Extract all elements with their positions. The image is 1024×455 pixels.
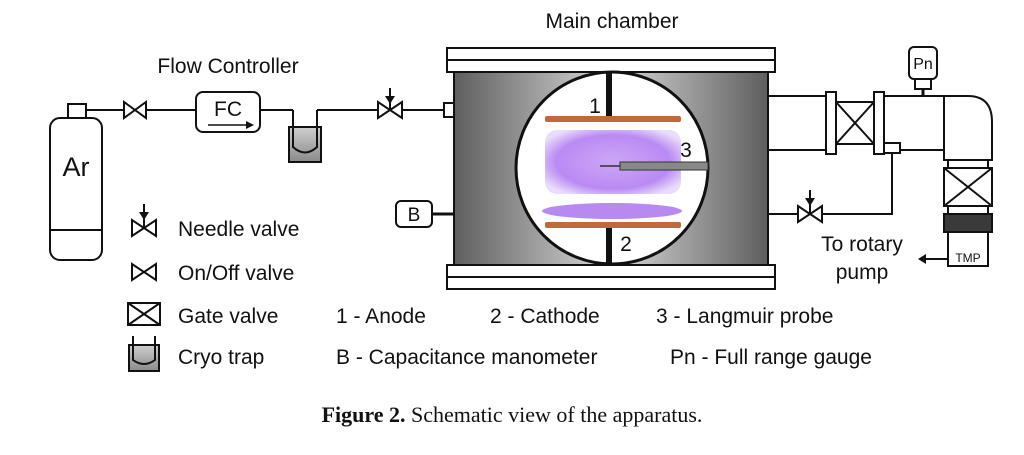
roughing-needle-valve-icon [798,190,822,222]
full-range-gauge [909,47,937,96]
flow-controller-title: Flow Controller [157,55,299,78]
cathode-number: 2 [620,233,632,256]
legend-gate-valve-icon [128,303,160,325]
caption-text: Schematic view of the apparatus. [411,402,703,427]
rotary-label-line1: To rotary [821,233,903,256]
cathode-electrode [545,222,681,228]
inlet-port [444,103,454,117]
anode-rod [606,73,612,116]
chamber-bottom-flange [447,265,775,289]
anode-electrode [545,116,681,122]
capacitance-manometer [396,201,454,227]
onoff-valve-icon [124,102,146,118]
legend-cryo-trap: Cryo trap [178,346,265,369]
legend-probe: 3 - Langmuir probe [656,305,834,328]
main-chamber-title: Main chamber [545,10,679,33]
gauge-label: Pn [913,56,933,73]
legend-onoff-valve: On/Off valve [178,262,295,285]
needle-valve-icon [378,88,402,118]
figure-caption [0,402,1024,428]
manometer-label: B [407,205,421,226]
cathode-rod [606,228,612,264]
legend-gauge: Pn - Full range gauge [670,346,872,369]
tmp-assembly [944,160,992,266]
legend-gate-valve: Gate valve [178,305,279,328]
argon-cylinder [50,104,102,260]
cylinder-label: Ar [62,152,90,182]
legend-anode: 1 - Anode [336,305,426,328]
caption-label: Figure 2. [321,402,406,427]
gate-valve-icon [836,102,874,144]
cryo-trap-icon [289,110,321,162]
legend-needle-valve: Needle valve [178,218,300,241]
probe-number: 3 [680,139,692,162]
anode-number: 1 [589,95,601,118]
flow-controller-box [196,92,260,132]
legend-cathode: 2 - Cathode [490,305,600,328]
legend-needle-valve-icon [132,204,156,236]
rotary-label-line2: pump [835,261,889,284]
tmp-label: TMP [955,251,981,265]
plasma-glow [542,130,682,219]
chamber-top-flange [447,48,775,72]
legend-cryo-trap-icon [129,336,159,371]
pump-outlet-assembly [768,92,992,160]
rotary-arrow-icon [918,254,948,264]
legend-onoff-valve-icon [132,264,156,280]
legend-manometer: B - Capacitance manometer [336,346,598,369]
fc-label: FC [214,98,242,121]
